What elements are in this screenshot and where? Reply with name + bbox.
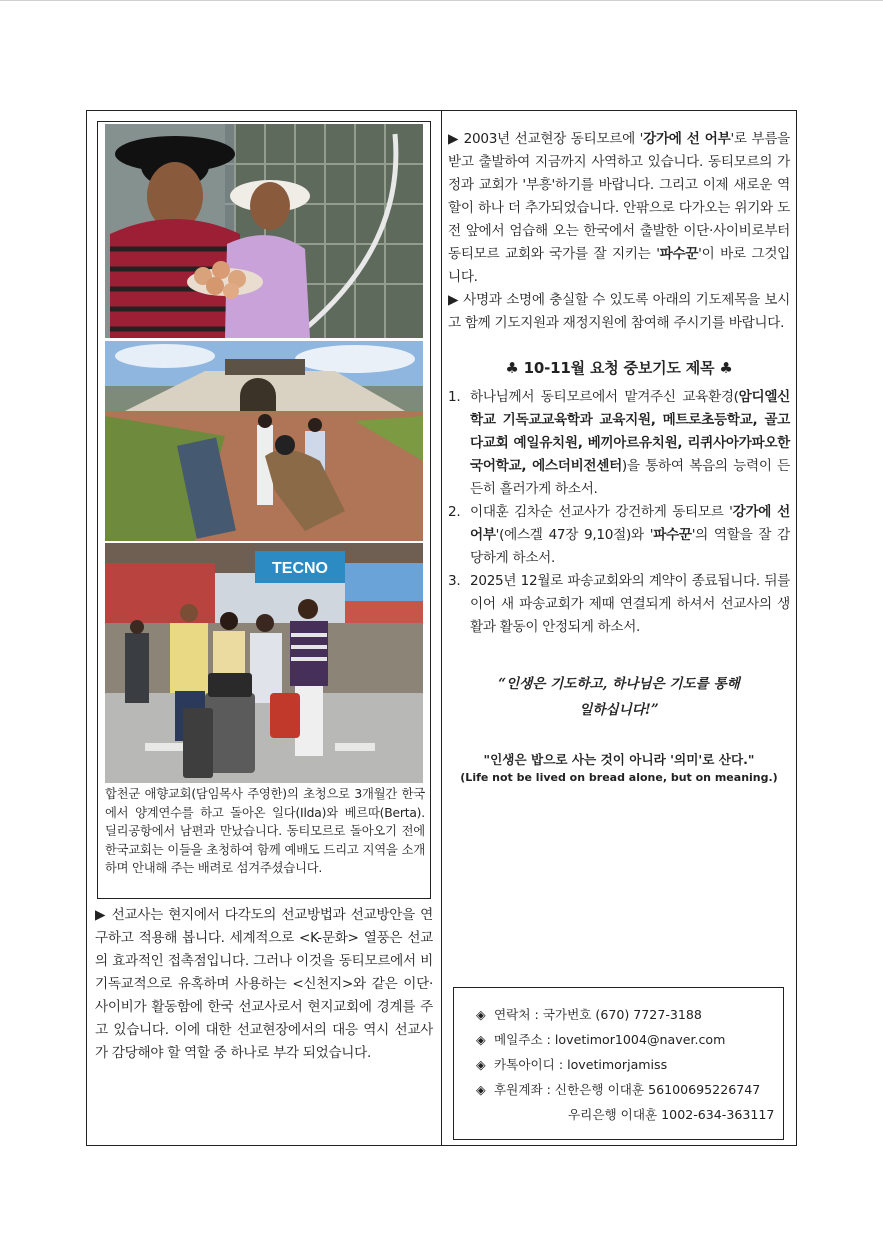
prayer-1-a: 하나님께서 동티모르에서 맡겨주신 교육환경(: [470, 389, 739, 405]
diamond-bullet-icon: ◈: [476, 1007, 486, 1022]
prayer-heading: ♣ 10-11월 요청 중보기도 제목 ♣: [505, 359, 733, 377]
photo-fortress-visit: [105, 341, 423, 541]
quote-line-1: “인생은 기도하고, 하나님은 기도를 통해: [498, 676, 740, 692]
contact-phone: [476, 1002, 783, 1027]
diamond-bullet-icon: ◈: [476, 1057, 486, 1072]
right-body: [448, 128, 790, 335]
page-top-rule: [0, 0, 883, 1]
motto-english: (Life not be lived on bread alone, but on meaning.): [460, 771, 778, 784]
prayer-text: [470, 386, 790, 501]
tecno-sign: TECNO: [272, 560, 328, 577]
motto-korean: "인생은 밥으로 사는 것이 아니라 '의미'로 산다.": [483, 752, 755, 767]
column-divider: [441, 110, 442, 1146]
right-column: [448, 128, 790, 787]
prayer-item: [448, 501, 790, 570]
para1-part-c: '로 부름을 받고 출발하여 지금까지 사역하고 있습니다. 동티모르의 가정과 교회가 '부흥'하기를 바랍니다. 그리고 이제 새로운 역할이 하나 더 추가되었습니다. 안팎으로 다가오는 위기와 도전 앞에서 엄습해 오는 한국에서 출발한 이단·사이비로부터 동티모르 교회와 국가를 잘 지키는 ': [448, 131, 790, 262]
diamond-bullet-icon: ◈: [476, 1082, 486, 1097]
photo-caption: 합천군 애향교회(담임목사 주영한)의 초청으로 3개월간 한국에서 양계연수를 하고 돌아온 일다(Ilda)와 베르따(Berta). 딜리공항에서 남편과 만났습니다. 동티모르로 돌아오기 전에 한국교회는 이들을 초청하여 함께 예배도 드리고 지역을 소개하며 안내해 주는 배려로 섬겨주셨습니다.: [105, 787, 425, 876]
contact-kakao: [476, 1052, 783, 1077]
prayer-item: [448, 386, 790, 501]
prayer-number: 1.: [448, 389, 461, 405]
para1-watchman: 파수꾼: [659, 246, 699, 262]
prayer-number: 2.: [448, 504, 461, 520]
para1-part-a: ▶ 2003년 선교현장 동티모르에 ': [448, 131, 644, 147]
prayer-1-c: )을 통하여 복음의 능력이 든든히 흘러가게 하소서.: [470, 458, 790, 497]
contact-email: [476, 1027, 783, 1052]
kakao-text: 카톡아이디 : lovetimorjamiss: [494, 1057, 668, 1072]
prayer-text: [470, 501, 790, 570]
para1-fisherman: 강가에 선 어부: [643, 131, 731, 147]
contact-account: [476, 1077, 783, 1102]
prayer-list: [448, 386, 790, 639]
prayer-text: 2025년 12월로 파송교회와의 계약이 종료됩니다. 뒤를 이어 새 파송교회가 제때 연결되게 하셔서 선교사의 생활과 활동이 안정되게 하소서.: [470, 573, 790, 635]
para1-part-e: '이 바로 그것입니다.: [448, 246, 791, 285]
photo-panel: [97, 121, 431, 899]
prayer-quote: [448, 671, 790, 723]
contact-box: [453, 987, 784, 1140]
prayer-2-c: '(에스겔 47장 9,10절)와 ': [495, 527, 654, 543]
prayer-2-fisherman: 강가에 선 어부: [470, 504, 790, 543]
diamond-bullet-icon: ◈: [476, 1032, 486, 1047]
photo-women-with-eggs: [105, 124, 423, 338]
prayer-1-institutions: 암디엘신학교 기독교교육학과 교육지원, 메트로초등학교, 골고다교회 예일유치원, 베끼아르유치원, 리퀴사아가파오한국어학교, 에스더비전센터: [470, 389, 790, 474]
prayer-2-watchman: 파수꾼: [653, 527, 692, 543]
phone-text: 연락처 : 국가번호 (670) 7727-3188: [494, 1007, 702, 1022]
account-shinhan: 후원계좌 : 신한은행 이대훈 56100695226747: [494, 1082, 761, 1097]
prayer-2-e: '의 역할을 잘 감당하게 하소서.: [470, 527, 790, 566]
email-text: 메일주소 : lovetimor1004@naver.com: [494, 1032, 726, 1047]
prayer-number: 3.: [448, 573, 461, 589]
prayer-item: [448, 570, 790, 639]
photo-airport-arrival: [105, 543, 423, 783]
prayer-2-a: 이대훈 김차순 선교사가 강건하게 동티모르 ': [470, 504, 733, 520]
left-body-text: ▶ 선교사는 현지에서 다각도의 선교방법과 선교방안을 연구하고 적용해 봅니다. 세계적으로 <K-문화> 열풍은 선교의 효과적인 접촉점입니다. 그러나 이것을 동티모르에서 비기독교적으로 유혹하며 사용하는 <신천지>와 같은 이단·사이비가 활동함에 한국 선교사로서 현지교회에 경계를 주고 있습니다. 이에 대한 선교현장에서의 대응 역시 선교사가 감당해야 할 역할 중 하나로 부각 되었습니다.: [95, 907, 433, 1061]
support-paragraph: ▶ 사명과 소명에 충실할 수 있도록 아래의 기도제목을 보시고 함께 기도지원과 재정지원에 참여해 주시기를 바랍니다.: [448, 292, 790, 331]
quote-line-2: 일하십니다!”: [579, 702, 659, 718]
contact-account-2: 우리은행 이대훈 1002-634-363117: [568, 1107, 775, 1122]
mission-paragraph: [448, 128, 790, 289]
